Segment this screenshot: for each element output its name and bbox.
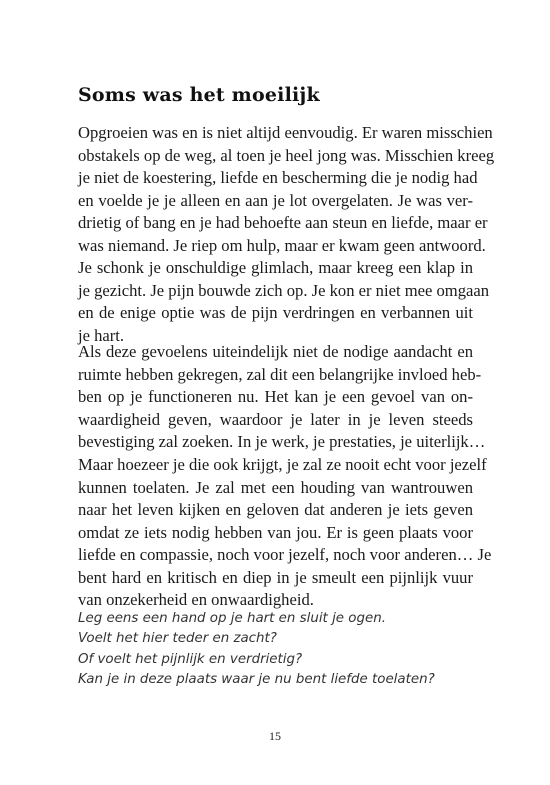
paragraph-line: Opgroeien was en is niet altijd eenvoudig. Er waren misschien — [78, 123, 493, 142]
reflection-line: Kan je in deze plaats waar je nu bent liefde toelaten? — [78, 671, 435, 687]
paragraph-2 — [78, 341, 486, 454]
paragraph-line: obstakels op de weg, al toen je heel jong was. Misschien kreeg — [78, 145, 495, 165]
paragraph-line: je hart. — [78, 325, 125, 345]
paragraph-line: en de enige optie was de pijn verdringen en verbannen uit — [78, 303, 473, 322]
paragraph-line: kunnen toelaten. Je zal met een houding van wantrouwen — [78, 477, 473, 497]
reflection-prompt — [78, 609, 478, 690]
paragraph-line: omdat ze iets nodig hebben van jou. Er is geen plaats voor — [78, 522, 473, 542]
paragraph-line: Maar hoezeer je die ook krijgt, je zal ze nooit echt voor jezelf — [78, 455, 487, 474]
paragraph-line: Als deze gevoelens uiteindelijk niet de nodige aandacht en — [78, 342, 473, 361]
paragraph-line: van onzekerheid en onwaardigheid. — [78, 590, 314, 609]
paragraph-line: en voelde je je alleen en aan je lot overgelaten. Je was ver- — [78, 190, 473, 210]
reflection-line: Leg eens een hand op je hart en sluit je ogen. — [78, 611, 386, 626]
paragraph-line: naar het leven kijken en geloven dat anderen je iets geven — [78, 500, 473, 519]
page-number: 15 — [269, 729, 281, 743]
paragraph-line: bent hard en kritisch en diep in je smeult een pijnlijk vuur — [78, 567, 473, 587]
paragraph-line: waardigheid geven, waardoor je later in je leven steeds — [78, 409, 473, 429]
paragraph-line: drietig of bang en je had behoefte aan steun en liefde, maar er — [78, 213, 488, 232]
paragraph-3 — [78, 454, 492, 612]
paragraph-line: je niet de koestering, liefde en bescherming die je nodig had — [78, 168, 478, 187]
paragraph-line: liefde en compassie, noch voor jezelf, noch voor anderen… Je — [78, 545, 492, 564]
reflection-line: Voelt het hier teder en zacht? — [78, 631, 277, 647]
paragraph-line: was niemand. Je riep om hulp, maar er kwam geen antwoord. — [78, 235, 486, 255]
paragraph-line: ruimte hebben gekregen, zal dit een belangrijke invloed heb- — [78, 364, 482, 384]
paragraph-1 — [78, 122, 495, 347]
chapter-heading: Soms was het moeilijk — [78, 84, 320, 106]
paragraph-line: bevestiging zal zoeken. In je werk, je prestaties, je uiterlijk… — [78, 432, 486, 451]
paragraph-line: je gezicht. Je pijn bouwde zich op. Je kon er niet mee omgaan — [78, 280, 490, 300]
paragraph-line: ben op je functioneren nu. Het kan je een gevoel van on- — [78, 387, 473, 406]
paragraph-line: Je schonk je onschuldige glimlach, maar kreeg een klap in — [78, 258, 473, 277]
reflection-line: Of voelt het pijnlijk en verdrietig? — [78, 651, 303, 667]
